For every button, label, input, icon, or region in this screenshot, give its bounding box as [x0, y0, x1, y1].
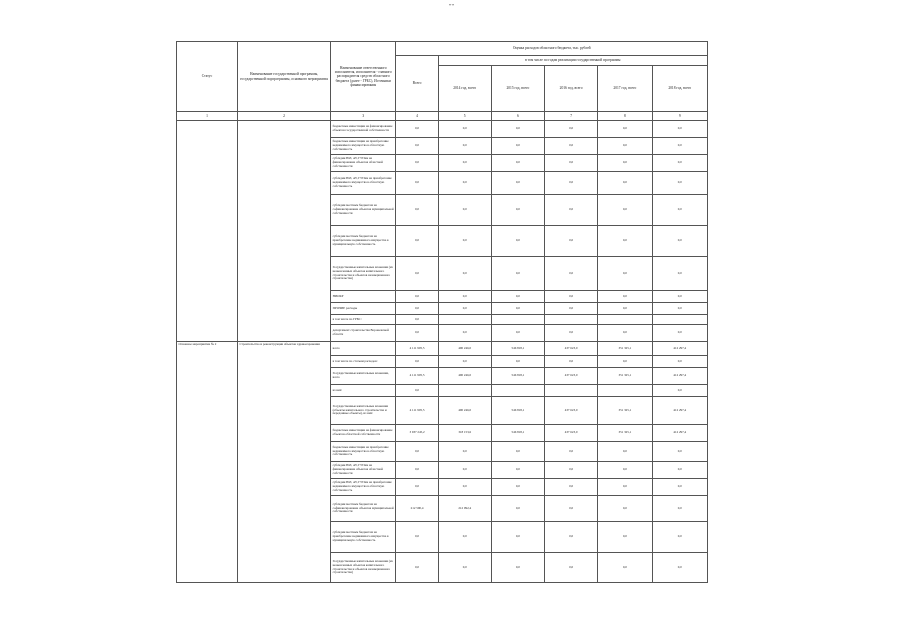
value-cell: 0,0	[396, 315, 438, 325]
value-cell: 0,0	[598, 442, 652, 462]
value-cell: 0,0	[545, 303, 598, 315]
value-cell: 437 623,0	[545, 425, 598, 442]
value-cell: 0,0	[652, 155, 707, 172]
value-cell: 0,0	[598, 522, 652, 553]
value-cell: 0,0	[598, 553, 652, 583]
value-cell: 3 937 245,2	[396, 425, 438, 442]
value-cell: 0,0	[491, 291, 544, 303]
row-label: субсидии местным бюджетам на приобретение недвижимого имущества в муниципальную собственность	[331, 522, 396, 553]
row-label: субсидии местным бюджетам на софинансирование объектов муниципальной собственности	[331, 496, 396, 522]
value-cell: 0,0	[598, 226, 652, 257]
value-cell: 546 818,1	[491, 342, 544, 356]
value-cell: 0,0	[598, 291, 652, 303]
program-cell: Строительство и реконструкция объектов здравоохранения	[237, 342, 330, 583]
index-cell: 7	[545, 112, 598, 121]
row-label: в том числе по ГРБС:	[331, 315, 396, 325]
value-cell: 0,0	[438, 138, 491, 155]
page-mark: ""	[449, 4, 454, 10]
value-cell: 0,0	[396, 172, 438, 195]
value-cell: 0,0	[545, 172, 598, 195]
value-cell: 0,0	[545, 121, 598, 138]
value-cell: 351 325,1	[598, 397, 652, 425]
index-cell: 5	[438, 112, 491, 121]
row-label: департамент строительства Воронежской области	[331, 325, 396, 342]
value-cell: 546 818,1	[491, 425, 544, 442]
value-cell	[598, 385, 652, 397]
status-cell	[177, 121, 238, 342]
value-cell: 0,0	[652, 496, 707, 522]
value-cell: 0,0	[438, 257, 491, 291]
index-cell: 1	[177, 112, 238, 121]
row-label: Государственные капитальные вложения (из неоконченных объектов капитального строительства и объектов незавершенного строительства)	[331, 553, 396, 583]
value-cell: 0,0	[652, 462, 707, 479]
row-label: субсидии ЮЛ, АУ, ГУПам на финансирование объектов областной собственности	[331, 462, 396, 479]
value-cell: 546 818,1	[491, 368, 544, 385]
value-cell: 0,0	[396, 462, 438, 479]
value-cell: 412 297,4	[652, 425, 707, 442]
value-cell: 0,0	[598, 155, 652, 172]
value-cell: 0,0	[545, 553, 598, 583]
value-cell: 0,0	[491, 442, 544, 462]
value-cell: 0,0	[491, 172, 544, 195]
value-cell: 0,0	[491, 303, 544, 315]
row-label: субсидии ЮЛ, АУ, ГУПам на приобретение недвижимого имущества в областную собственность	[331, 172, 396, 195]
value-cell: 0,0	[491, 462, 544, 479]
value-cell: 0,0	[652, 291, 707, 303]
value-cell: 0,0	[491, 553, 544, 583]
value-cell	[598, 315, 652, 325]
value-cell: 0,0	[491, 121, 544, 138]
value-cell: 0,0	[545, 226, 598, 257]
value-cell	[438, 315, 491, 325]
value-cell: 0,0	[545, 325, 598, 342]
row-label: бюджетные инвестиции на финансирование объектов областной собственности	[331, 425, 396, 442]
value-cell: 0,0	[491, 479, 544, 496]
value-cell: 0,0	[396, 442, 438, 462]
row-label: бюджетные инвестиции на финансирование объектов государственной собственности	[331, 121, 396, 138]
value-cell	[545, 315, 598, 325]
budget-table	[176, 41, 708, 583]
value-cell: 0,0	[652, 257, 707, 291]
value-cell: 351 325,1	[598, 368, 652, 385]
value-cell: 490 246,0	[438, 342, 491, 356]
value-cell: 0,0	[545, 356, 598, 368]
value-cell: 0,0	[545, 522, 598, 553]
value-cell	[438, 385, 491, 397]
value-cell: 0,0	[598, 172, 652, 195]
value-cell: 490 246,0	[438, 397, 491, 425]
value-cell: 0,0	[396, 303, 438, 315]
value-cell: 0,0	[396, 356, 438, 368]
header-year-4: 2017 год, всего	[598, 66, 652, 112]
value-cell: 0,0	[438, 226, 491, 257]
value-cell: 0,0	[491, 522, 544, 553]
row-label: НИОКР	[331, 291, 396, 303]
value-cell: 437 623,0	[545, 342, 598, 356]
value-cell: 0,0	[652, 138, 707, 155]
row-label: ПРОЧИЕ расходы	[331, 303, 396, 315]
value-cell: 0,0	[545, 195, 598, 226]
value-cell: 412 297,4	[652, 368, 707, 385]
program-cell	[237, 121, 330, 342]
value-cell: 0,0	[396, 138, 438, 155]
table-row	[177, 121, 708, 138]
value-cell: 0,0	[438, 522, 491, 553]
value-cell: 0,0	[396, 325, 438, 342]
value-cell: 0,0	[652, 479, 707, 496]
value-cell: 0,0	[652, 356, 707, 368]
value-cell: 0,0	[545, 462, 598, 479]
value-cell: 490 246,0	[438, 368, 491, 385]
header-year-3: 2016 год, всего	[545, 66, 598, 112]
value-cell: 437 623,0	[545, 368, 598, 385]
value-cell: 351 325,1	[598, 342, 652, 356]
value-cell: 0,0	[545, 442, 598, 462]
value-cell: 0,0	[545, 138, 598, 155]
index-cell: 8	[598, 112, 652, 121]
value-cell: 0,0	[438, 325, 491, 342]
value-cell: 412 297,4	[652, 397, 707, 425]
value-cell: 0,0	[652, 553, 707, 583]
value-cell: 0,0	[598, 303, 652, 315]
value-cell: 0,0	[652, 325, 707, 342]
value-cell: 4 111 905,5	[396, 368, 438, 385]
value-cell: 0,0	[396, 155, 438, 172]
value-cell: 0,0	[598, 195, 652, 226]
value-cell	[652, 315, 707, 325]
value-cell: 0,0	[598, 121, 652, 138]
index-cell: 9	[652, 112, 707, 121]
value-cell: 0,0	[491, 195, 544, 226]
value-cell: 0,0	[545, 291, 598, 303]
value-cell: 0,0	[652, 172, 707, 195]
value-cell: 0,0	[438, 195, 491, 226]
value-cell: 0,0	[545, 155, 598, 172]
value-cell: 0,0	[438, 442, 491, 462]
value-cell: 0,0	[438, 479, 491, 496]
value-cell: 0,0	[598, 356, 652, 368]
row-label: субсидии ЮЛ, АУ, ГУПам на приобретение недвижимого имущества в областную собственность	[331, 479, 396, 496]
value-cell: 0,0	[652, 522, 707, 553]
row-label: субсидии местным бюджетам на софинансирование объектов муниципальной собственности	[331, 195, 396, 226]
value-cell: 0,0	[491, 325, 544, 342]
value-cell: 0,0	[438, 291, 491, 303]
value-cell: 0,0	[491, 356, 544, 368]
value-cell: 0,0	[545, 257, 598, 291]
row-label: Государственные капитальные вложения (из неоконченных объектов капитального строительства и объектов незавершенного строительства)	[331, 257, 396, 291]
row-label: субсидии местным бюджетам на приобретение недвижимого имущества в муниципальную собственность	[331, 226, 396, 257]
header-program: Наименование государственной программы, государственной подпрограммы, основного мероприятия	[237, 42, 330, 112]
value-cell: 0,0	[396, 522, 438, 553]
value-cell: 0,0	[438, 172, 491, 195]
value-cell: 351 325,1	[598, 425, 652, 442]
value-cell: 0,0	[396, 121, 438, 138]
value-cell: 0,0	[598, 479, 652, 496]
index-cell: 2	[237, 112, 330, 121]
value-cell: 0,0	[545, 496, 598, 522]
value-cell: 0,0	[396, 195, 438, 226]
value-cell: 4 111 905,5	[396, 342, 438, 356]
value-cell: 0,0	[598, 496, 652, 522]
value-cell: 0,0	[491, 155, 544, 172]
status-cell: Основное мероприятие № 2	[177, 342, 238, 583]
value-cell: 0,0	[438, 155, 491, 172]
value-cell: 0,0	[396, 257, 438, 291]
row-label: Государственные капитальные вложения (объекты капитального строительства и переданные объекты), из них:	[331, 397, 396, 425]
index-cell: 4	[396, 112, 438, 121]
value-cell: 0,0	[652, 195, 707, 226]
value-cell: 412 297,4	[652, 342, 707, 356]
row-label: из них:	[331, 385, 396, 397]
value-cell: 318 153,6	[438, 425, 491, 442]
header-total: Всего	[396, 56, 438, 112]
index-cell: 3	[331, 112, 396, 121]
value-cell: 0,0	[598, 325, 652, 342]
header-source: Наименование ответственного исполнителя, исполнителя - главного распорядителя средств областного бюджета (далее - ГРБС), Источники финансирования	[331, 42, 396, 112]
value-cell: 0,0	[438, 303, 491, 315]
value-cell: 0,0	[491, 496, 544, 522]
value-cell: 0,0	[652, 226, 707, 257]
row-label: бюджетные инвестиции на приобретение недвижимого имущества в областную собственность	[331, 442, 396, 462]
value-cell	[491, 315, 544, 325]
value-cell: 0,0	[652, 303, 707, 315]
header-group: Оценка расходов областного бюджета, тыс. рублей	[396, 42, 708, 56]
value-cell: 4 111 905,5	[396, 397, 438, 425]
value-cell	[491, 385, 544, 397]
value-cell: 546 818,1	[491, 397, 544, 425]
header-year-1: 2014 год, всего	[438, 66, 491, 112]
table-row	[177, 342, 708, 356]
value-cell: 0,0	[491, 257, 544, 291]
value-cell: 0,0	[598, 462, 652, 479]
value-cell: 437 623,0	[545, 397, 598, 425]
value-cell: 0,0	[438, 356, 491, 368]
value-cell: 0,0	[491, 226, 544, 257]
value-cell: 0,0	[438, 553, 491, 583]
row-label: субсидии ЮЛ, АУ, ГУПам на финансирование объектов областной собственности	[331, 155, 396, 172]
row-label: Государственные капитальные вложения, всего	[331, 368, 396, 385]
value-cell: 0,0	[491, 138, 544, 155]
value-cell: 0,0	[396, 226, 438, 257]
value-cell: 0,0	[438, 462, 491, 479]
row-label: всего	[331, 342, 396, 356]
value-cell: 0,0	[598, 138, 652, 155]
row-label: в том числе по статьям расходов:	[331, 356, 396, 368]
row-label: бюджетные инвестиции на приобретение недвижимого имущества в областную собственность	[331, 138, 396, 155]
value-cell: 0,0	[652, 121, 707, 138]
header-subgroup: в том числе по годам реализации государственной программы	[438, 56, 707, 66]
header-year-5: 2018 год, всего	[652, 66, 707, 112]
value-cell: 0,0	[396, 553, 438, 583]
value-cell: 0,0	[652, 385, 707, 397]
index-cell: 6	[491, 112, 544, 121]
value-cell: 0,0	[396, 291, 438, 303]
header-status: Статус	[177, 42, 238, 112]
value-cell: 0,0	[396, 385, 438, 397]
value-cell	[545, 385, 598, 397]
header-year-2: 2015 год, всего	[491, 66, 544, 112]
value-cell: 0,0	[652, 442, 707, 462]
value-cell: 212 092,4	[438, 496, 491, 522]
value-cell: 0,0	[598, 257, 652, 291]
value-cell: 0,0	[438, 121, 491, 138]
value-cell: 212 590,4	[396, 496, 438, 522]
value-cell: 0,0	[396, 479, 438, 496]
value-cell: 0,0	[545, 479, 598, 496]
